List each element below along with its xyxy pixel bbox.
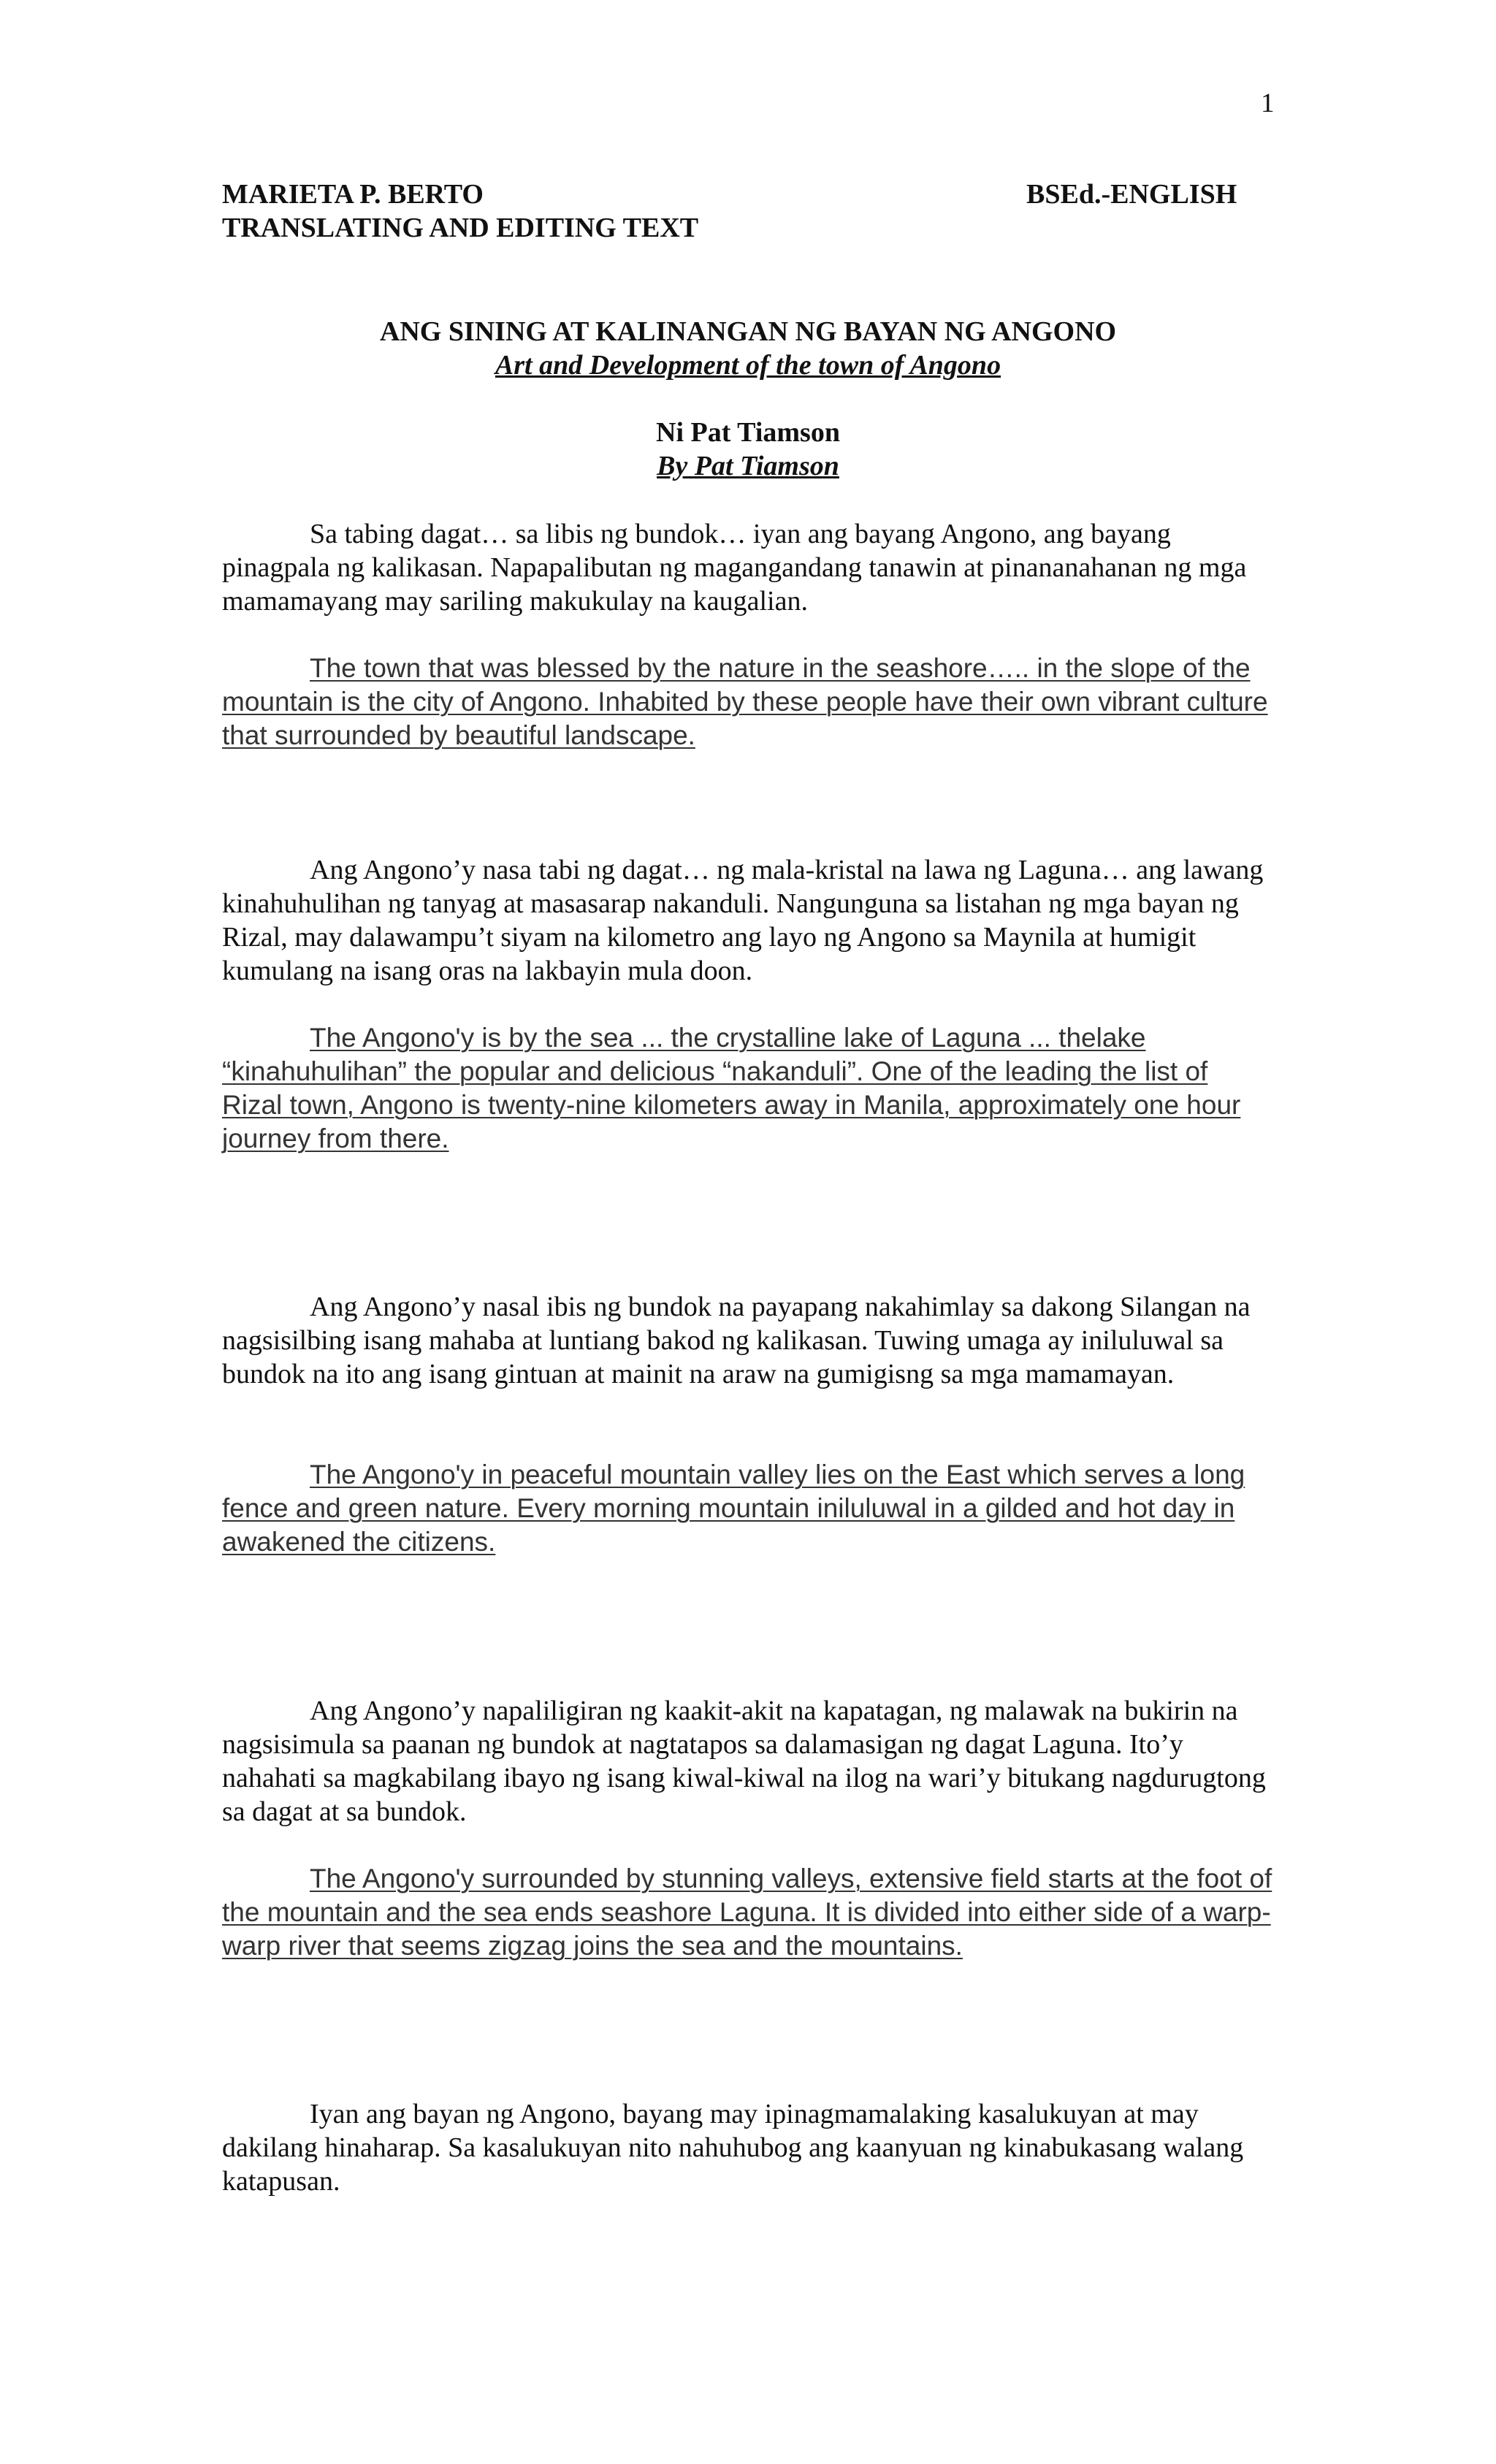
paragraph-1-translation: The town that was blessed by the nature in the seashore….. in the slope of the mountain is the city of Angono. Inhabited by these people have their own vibrant culture that surrounded by beautiful landscape. [222,653,1268,750]
paragraph-2-translation: The Angono'y is by the sea ... the crystalline lake of Laguna ... thelake “kinahuhulihan” the popular and delicious “nakanduli”. One of the leading the list of Rizal town, Angono is twenty-nine kilometers away in Manila, approximately one hour journey from there. [222,1023,1241,1153]
program-name: BSEd.-ENGLISH [1026,179,1237,210]
paragraph-2-original: Ang Angono’y nasa tabi ng dagat… ng mala-kristal na lawa ng Laguna… ang lawang kinahuhulihan ng tanyag at masasarap nakanduli. Nangunguna sa listahan ng mga bayan ng Rizal, may dalawampu’t siyam na kilometro ang layo ng Angono sa Maynila at humigit kumulang na isang oras na lakbayin mula doon. [222,855,1264,986]
paragraph-1-original: Sa tabing dagat… sa libis ng bundok… iyan ang bayang Angono, ang bayang pinagpala ng kalikasan. Napapalibutan ng magangandang tanawin at pinananahanan ng mga mamamayang may sariling makukulay na kaugalian. [222,519,1247,617]
paragraph-5-original: Iyan ang bayan ng Angono, bayang may ipinagmamalaking kasalukuyan at may dakilang hinaharap. Sa kasalukuyan nito nahuhubog ang kaanyuan ng kinabukasang walang katapusan. [222,2099,1244,2197]
paragraph-4-translation: The Angono'y surrounded by stunning valleys, extensive field starts at the foot of the mountain and the sea ends seashore Laguna. It is divided into either side of a warp-warp river that seems zigzag joins the sea and the mountains. [222,1864,1272,1961]
document-title-translation: Art and Development of the town of Angono [495,350,1001,381]
course-title: TRANSLATING AND EDITING TEXT [222,213,699,243]
paragraph-3-translation: The Angono'y in peaceful mountain valley lies on the East which serves a long fence and green nature. Every morning mountain iniluluwal in a gilded and hot day in awakened the citizens. [222,1460,1245,1557]
author-name: MARIETA P. BERTO [222,179,484,210]
paragraph-4-original: Ang Angono’y napaliligiran ng kaakit-akit na kapatagan, ng malawak na bukirin na nagsisimula sa paanan ng bundok at nagtatapos sa dalamasigan ng dagat Laguna. Ito’y nahahati sa magkabilang ibayo ng isang kiwal-kiwal na ilog na wari’y bitukang nagdurugtong sa dagat at sa bundok. [222,1696,1266,1827]
byline-translation: By Pat Tiamson [657,451,839,481]
page-number: 1 [1261,88,1275,118]
paragraph-3-original: Ang Angono’y nasal ibis ng bundok na payapang nakahimlay sa dakong Silangan na nagsisilbing isang mahaba at luntiang bakod ng kalikasan. Tuwing umaga ay iniluluwal sa bundok na ito ang isang gintuan at mainit na araw na gumigisng sa mga mamamayan. [222,1292,1251,1389]
byline: Ni Pat Tiamson [656,417,840,448]
document-title: ANG SINING AT KALINANGAN NG BAYAN NG ANGONO [379,316,1117,347]
